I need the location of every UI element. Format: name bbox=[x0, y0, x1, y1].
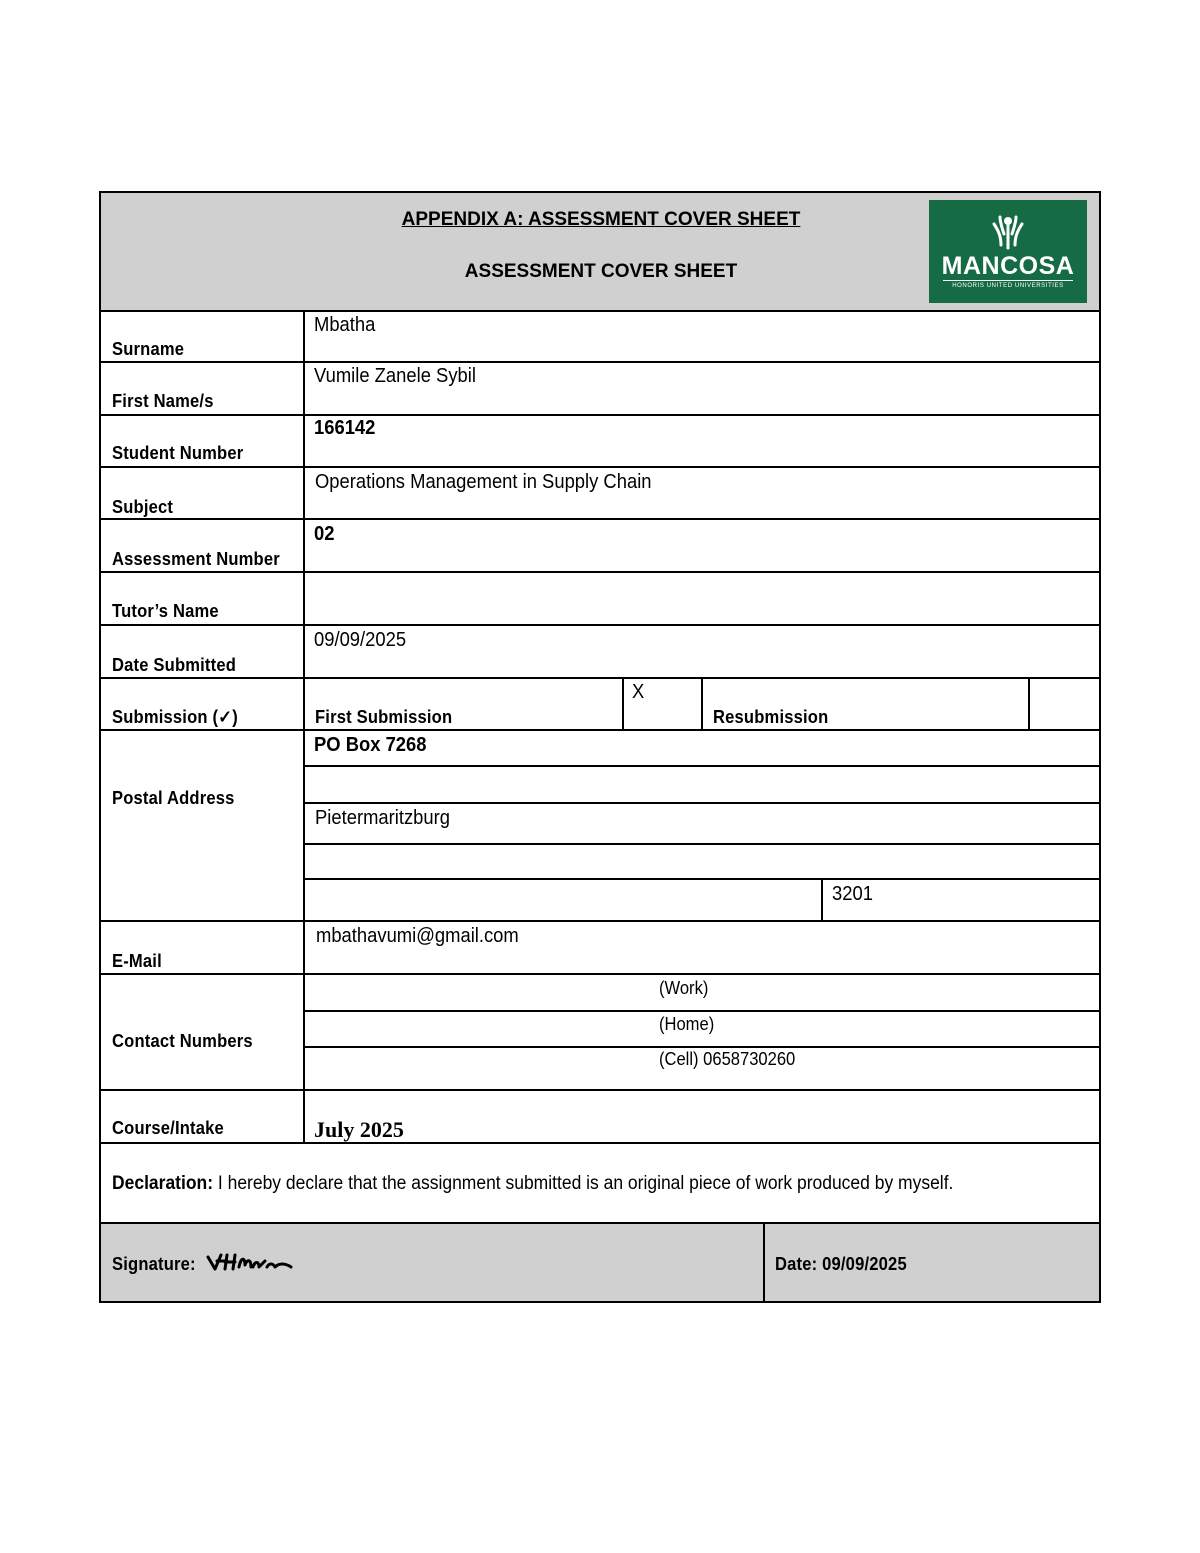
email-value[interactable]: mbathavumi@gmail.com bbox=[316, 925, 519, 947]
declaration bbox=[112, 1173, 953, 1195]
page-subtitle: ASSESSMENT COVER SHEET bbox=[464, 261, 738, 282]
first-submission-checkbox[interactable]: X bbox=[632, 681, 645, 703]
subject-label: Subject bbox=[112, 497, 174, 517]
first-names-label: First Name/s bbox=[112, 391, 214, 411]
page-title: APPENDIX A: ASSESSMENT COVER SHEET bbox=[401, 209, 801, 230]
course-intake-label: Course/Intake bbox=[112, 1118, 224, 1138]
signature-cell bbox=[101, 1224, 763, 1301]
student-number-label: Student Number bbox=[112, 443, 244, 463]
course-intake-value[interactable]: July 2025 bbox=[314, 1117, 404, 1142]
postal-line-1[interactable]: PO Box 7268 bbox=[314, 734, 427, 756]
first-submission-label: First Submission bbox=[315, 707, 453, 727]
surname-label: Surname bbox=[112, 339, 185, 359]
postal-line-3[interactable]: Pietermaritzburg bbox=[315, 807, 450, 829]
assessment-cover-sheet bbox=[99, 191, 1101, 1303]
declaration-label: Declaration: bbox=[112, 1173, 214, 1194]
signature-image bbox=[205, 1251, 295, 1275]
postal-code[interactable]: 3201 bbox=[832, 883, 873, 905]
mancosa-logo bbox=[929, 200, 1087, 303]
date-submitted-value[interactable]: 09/09/2025 bbox=[314, 629, 407, 651]
signature-label: Signature: bbox=[112, 1254, 196, 1274]
contact-home[interactable]: (Home) bbox=[659, 1014, 715, 1034]
footer-date: Date: 09/09/2025 bbox=[775, 1254, 907, 1274]
student-number-value[interactable]: 166142 bbox=[314, 417, 376, 439]
assessment-number-label: Assessment Number bbox=[112, 549, 280, 569]
first-names-value[interactable]: Vumile Zanele Sybil bbox=[314, 365, 476, 387]
wheat-logo-icon bbox=[988, 212, 1028, 250]
logo-divider bbox=[943, 280, 1073, 281]
logo-tagline: HONORIS UNITED UNIVERSITIES bbox=[952, 283, 1064, 289]
contact-work[interactable]: (Work) bbox=[659, 978, 709, 998]
assessment-number-value[interactable]: 02 bbox=[314, 523, 335, 545]
resubmission-label: Resubmission bbox=[713, 707, 829, 727]
date-submitted-label: Date Submitted bbox=[112, 655, 237, 675]
email-label: E-Mail bbox=[112, 951, 162, 971]
subject-value[interactable]: Operations Management in Supply Chain bbox=[315, 471, 652, 493]
logo-wordmark: MANCOSA bbox=[941, 252, 1075, 280]
submission-label: Submission (✓) bbox=[112, 707, 238, 727]
contact-cell[interactable]: (Cell) 0658730260 bbox=[659, 1049, 796, 1069]
postal-address-label: Postal Address bbox=[112, 788, 235, 808]
declaration-text: I hereby declare that the assignment submitted is an original piece of work produced by myself. bbox=[217, 1173, 954, 1194]
contact-numbers-label: Contact Numbers bbox=[112, 1031, 253, 1051]
surname-value[interactable]: Mbatha bbox=[314, 314, 376, 336]
tutor-name-label: Tutor’s Name bbox=[112, 601, 219, 621]
